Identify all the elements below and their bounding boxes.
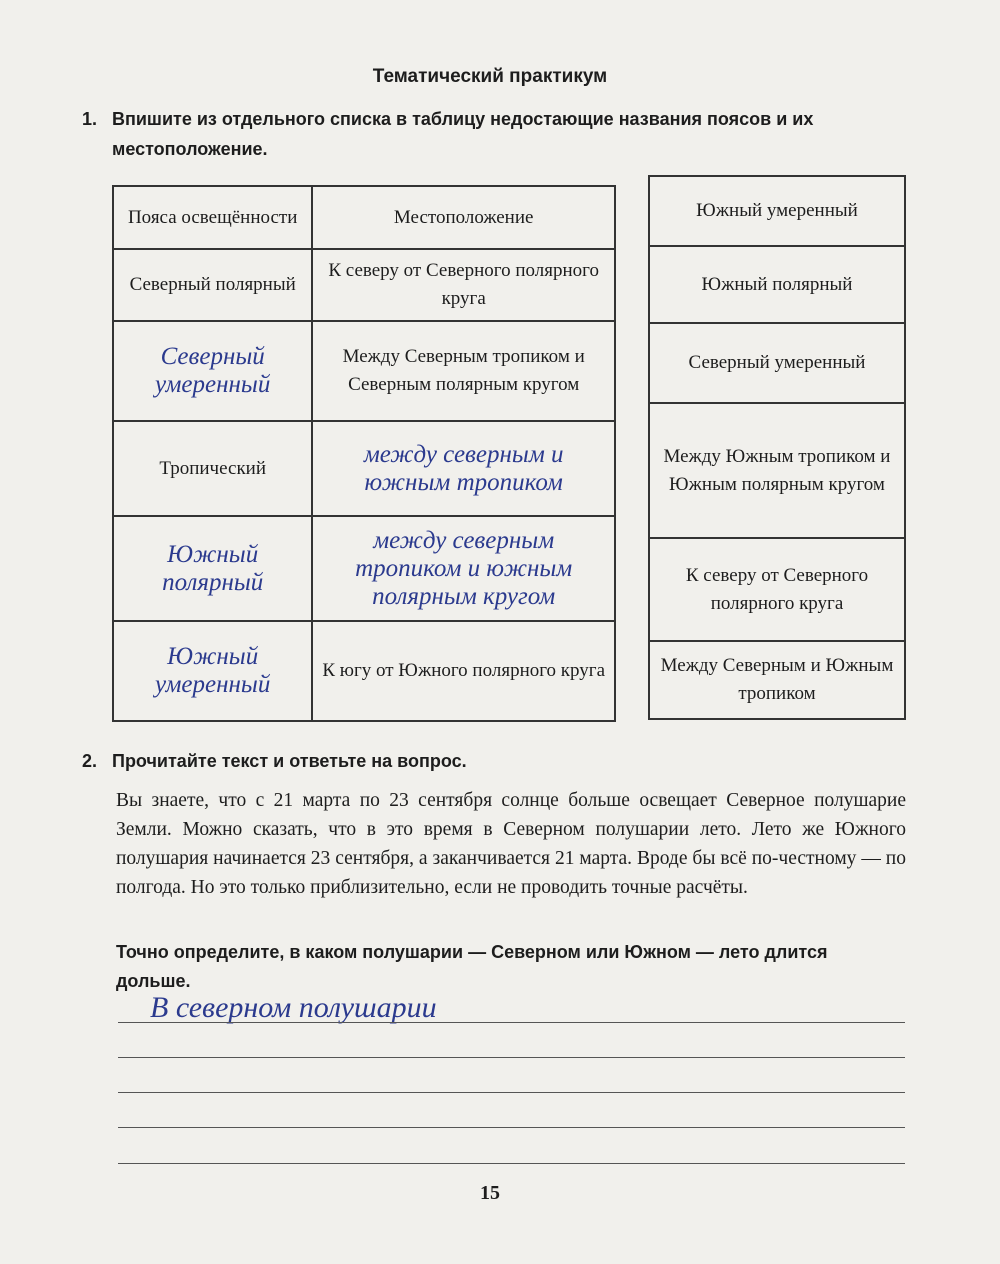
task2-heading-text: Прочитайте текст и ответьте на вопрос. [112,751,467,771]
location-cell: Между Северным тропиком и Северным полярным кругом [312,321,615,421]
header-belts: Пояса освещённости [113,186,312,249]
handwritten-answer: В северном полушарии [150,991,437,1024]
belt-cell: Северный полярный [113,249,312,321]
answer-line [118,1163,905,1164]
belt-cell: Южный умеренный [113,621,312,721]
table-row [113,249,615,321]
task1-instruction [82,104,902,164]
belts-table [112,185,616,722]
page-title: Тематический практикум [372,66,608,87]
task2-number: 2. [82,751,98,771]
task2-question: Точно определите, в каком полушарии — Северном или Южном — лето длится дольше. [116,942,828,991]
task2-paragraph: Вы знаете, что с 21 марта по 23 сентября солнце больше освещает Северное полушарие Земли. Можно сказать, что в это время в Северном полушарии лето. Лето же Южного полушария начинается 23 сентября, а заканчивается 21 марта. Вроде бы всё по-честному — по полгода. Но это только приблизительно, если не проводить точные расчёты. [116,790,906,898]
location-cell: между северным и южным тропиком [312,421,615,516]
belt-cell: Северный умеренный [113,321,312,421]
task1-number: 1. [82,109,98,129]
list-item: Южный полярный [649,246,905,323]
list-item: К северу от Северного полярного круга [649,538,905,641]
list-item: Между Южным тропиком и Южным полярным кругом [649,403,905,538]
table-header-row [113,186,615,249]
table-row [113,621,615,721]
answer-line [118,1022,905,1023]
table-row [113,516,615,621]
belt-cell: Южный полярный [113,516,312,621]
task1-text: Впишите из отдельного списка в таблицу недостающие названия поясов и их местоположение. [112,109,814,159]
belt-cell: Тропический [113,421,312,516]
answer-line [118,1127,905,1128]
table-row [113,321,615,421]
names-list [648,175,906,720]
location-cell: К северу от Северного полярного круга [312,249,615,321]
answer-line [118,1092,905,1093]
list-item: Южный умеренный [649,176,905,246]
page-number: 15 [480,1182,500,1204]
list-item: Северный умеренный [649,323,905,403]
table-row [113,421,615,516]
task2-heading [82,746,467,776]
answer-line [118,1057,905,1058]
location-cell: между северным тропиком и южным полярным кругом [312,516,615,621]
header-location: Местоположение [312,186,615,249]
list-item: Между Северным и Южным тропиком [649,641,905,719]
location-cell: К югу от Южного полярного круга [312,621,615,721]
